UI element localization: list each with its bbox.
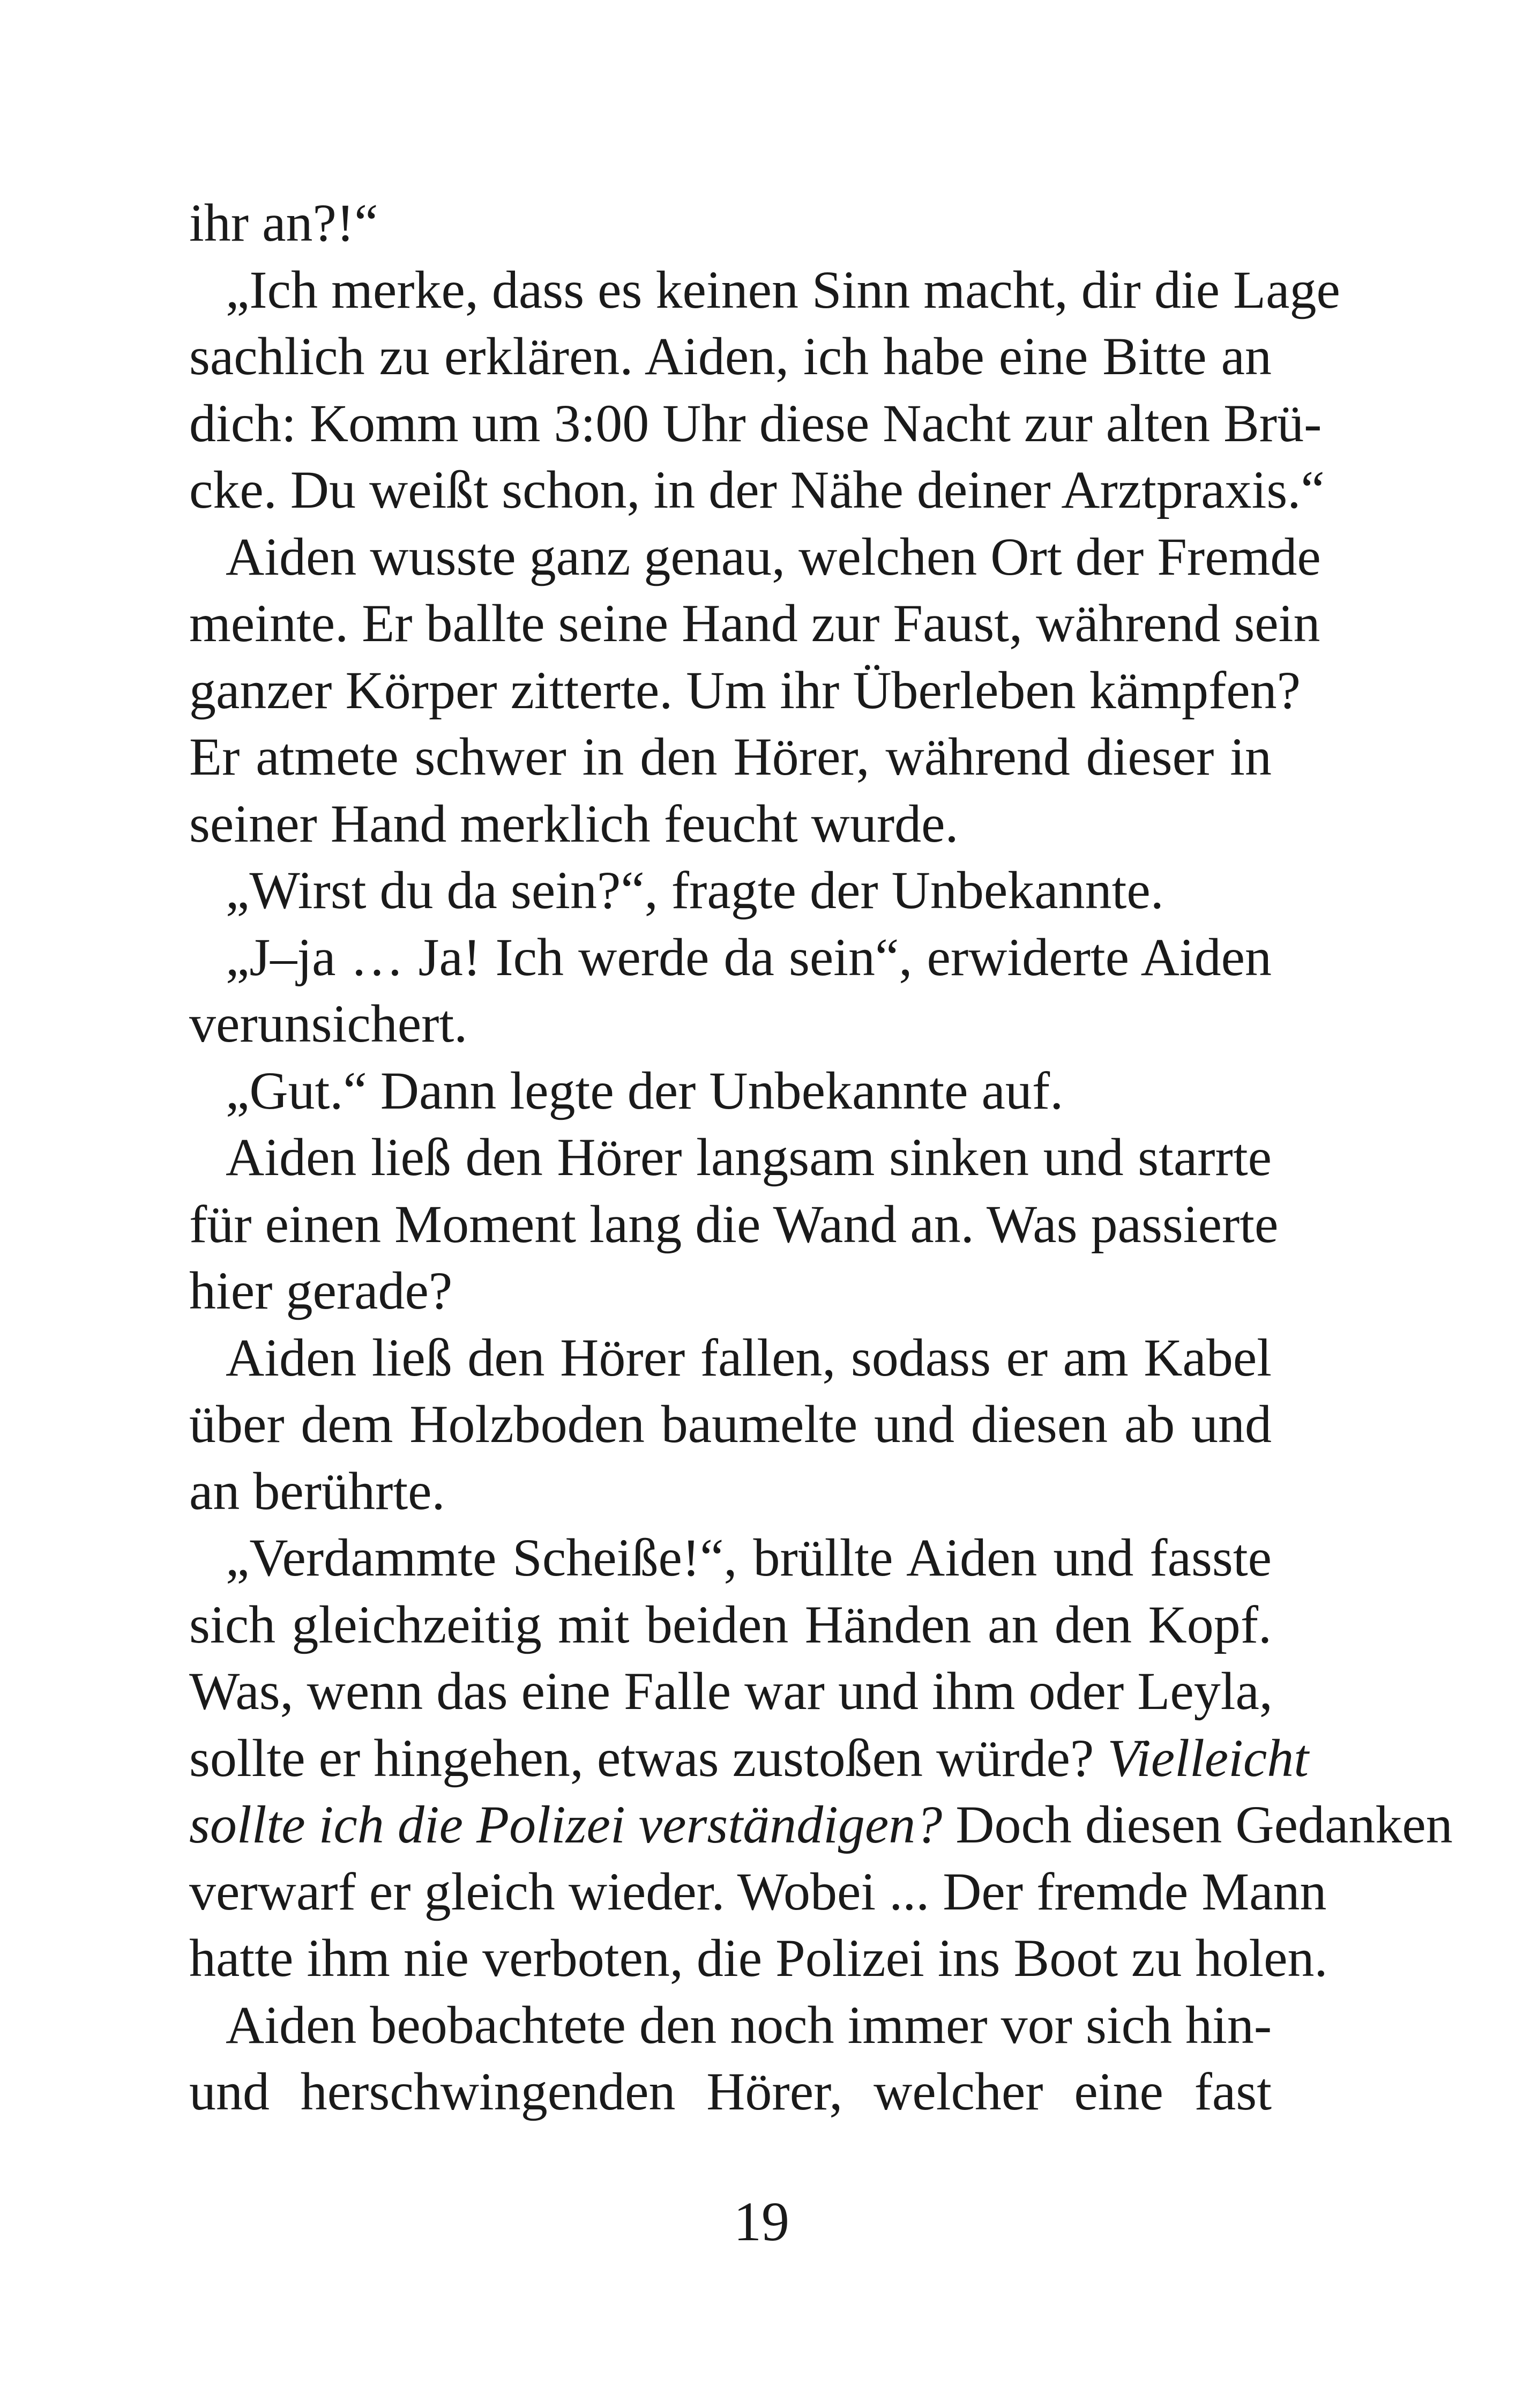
- text-line: seiner Hand merklich feucht wurde.: [189, 793, 959, 853]
- text-line: hatte ihm nie verboten, die Polizei ins Boot zu holen.: [189, 1928, 1328, 1988]
- text-line: sich gleichzeitig mit beiden Händen an den Kopf.: [189, 1594, 1272, 1654]
- text-line: verunsichert.: [189, 994, 468, 1053]
- italic-thought: sollte ich die Polizei verständigen?: [189, 1795, 943, 1854]
- text-fragment: Doch diesen Gedanken: [955, 1795, 1453, 1854]
- text-line: dich: Komm um 3:00 Uhr diese Nacht zur alten Brü-: [189, 393, 1322, 453]
- text-line: Aiden beobachtete den noch immer vor sich hin-: [226, 1995, 1272, 2055]
- text-fragment: sollte er hingehen, etwas zustoßen würde?: [189, 1728, 1094, 1788]
- text-line: über dem Holzboden baumelte und diesen ab und: [189, 1394, 1272, 1454]
- text-line: verwarf er gleich wieder. Wobei ... Der fremde Mann: [189, 1861, 1327, 1921]
- text-line: meinte. Er ballte seine Hand zur Faust, während sein: [189, 593, 1320, 653]
- text-line: an berührte.: [189, 1461, 445, 1521]
- text-line: „Ich merke, dass es keinen Sinn macht, dir die Lage: [226, 259, 1340, 319]
- text-line-mixed: [189, 1725, 1309, 1792]
- text-line: und herschwingenden Hörer, welcher eine fast: [189, 2062, 1272, 2121]
- text-line: für einen Moment lang die Wand an. Was passierte: [189, 1194, 1279, 1254]
- text-line: Aiden wusste ganz genau, welchen Ort der Fremde: [226, 526, 1321, 586]
- text-line: „J–ja … Ja! Ich werde da sein“, erwiderte Aiden: [226, 927, 1272, 987]
- text-line: Aiden ließ den Hörer fallen, sodass er am Kabel: [226, 1327, 1272, 1387]
- text-line: „Gut.“ Dann legte der Unbekannte auf.: [226, 1060, 1064, 1120]
- text-line: „Wirst du da sein?“, fragte der Unbekannte.: [226, 860, 1164, 920]
- text-line: ihr an?!“: [189, 193, 378, 252]
- text-line: Was, wenn das eine Falle war und ihm oder Leyla,: [189, 1661, 1273, 1721]
- text-line: ganzer Körper zitterte. Um ihr Überleben kämpfen?: [189, 660, 1301, 720]
- book-page-text: [189, 190, 1453, 2125]
- text-line: Er atmete schwer in den Hörer, während dieser in: [189, 727, 1272, 786]
- italic-thought: Vielleicht: [1107, 1728, 1309, 1788]
- text-line: sachlich zu erklären. Aiden, ich habe eine Bitte an: [189, 326, 1272, 386]
- text-line: hier gerade?: [189, 1261, 453, 1320]
- text-line: Aiden ließ den Hörer langsam sinken und starrte: [226, 1127, 1272, 1187]
- text-line: „Verdammte Scheiße!“, brüllte Aiden und fasste: [226, 1528, 1272, 1587]
- text-line-mixed: [189, 1792, 1453, 1859]
- text-line: cke. Du weißt schon, in der Nähe deiner Arztpraxis.“: [189, 460, 1325, 519]
- page-number: 19: [734, 2191, 789, 2253]
